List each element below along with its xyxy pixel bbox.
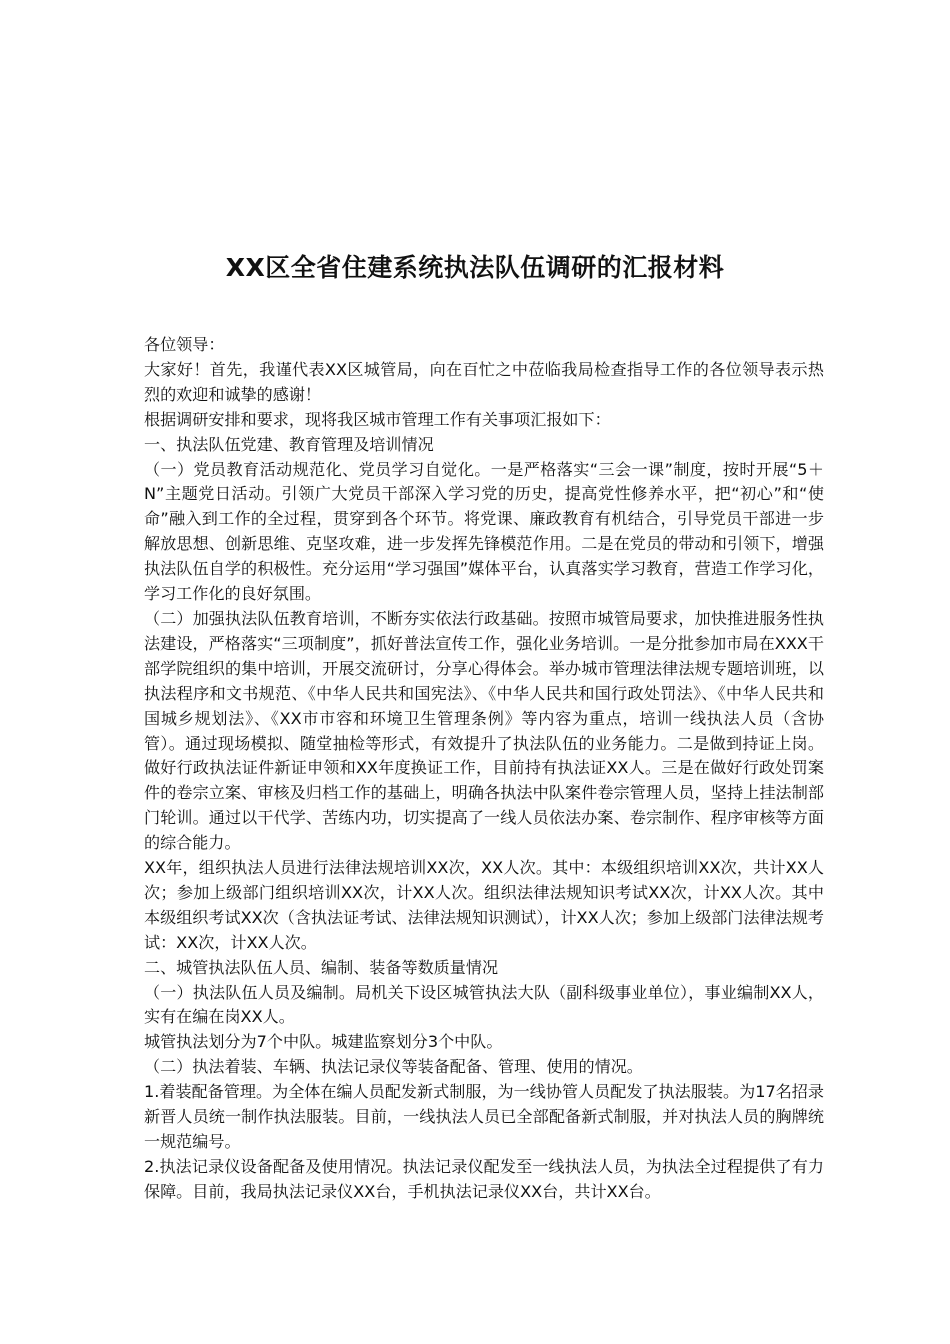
paragraph-greeting: 大家好！首先，我谨代表XX区城管局，向在百忙之中莅临我局检查指导工作的各位领导表示热烈的欢迎和诚挚的感谢！ <box>144 359 824 404</box>
paragraph-salutation: 各位领导： <box>144 335 225 354</box>
paragraph-party-education: （一）党员教育活动规范化、党员学习自觉化。一是严格落实“三会一课”制度，按时开展“5＋N”主题党日活动。引领广大党员干部深入学习党的历史，提高党性修养水平，把“初心”和“使命”融入到工作的全过程，贯穿到各个环节。将党课、廉政教育有机结合，引导党员干部进一步解放思想、创新思维、克坚攻难，进一步发挥先锋模范作用。二是在党员的带动和引领下，增强执法队伍自学的积极性。充分运用“学习强国”媒体平台，认真落实学习教育，营造工作学习化，学习工作化的良好氛围。 <box>144 459 824 604</box>
section-heading-1: 一、执法队伍党建、教育管理及培训情况 <box>144 434 434 454</box>
paragraph-squads: 城管执法划分为7个中队。城建监察划分3个中队。 <box>144 1032 503 1052</box>
paragraph-equipment-heading: （二）执法着装、车辆、执法记录仪等装备配备、管理、使用的情况。 <box>144 1057 643 1077</box>
document-body <box>144 333 824 1205</box>
paragraph-recorders: 2.执法记录仪设备配备及使用情况。执法记录仪配发至一线执法人员，为执法全过程提供了有力保障。目前，我局执法记录仪XX台，手机执法记录仪XX台，共计XX台。 <box>144 1156 824 1201</box>
paragraph-training-stats: XX年，组织执法人员进行法律法规培训XX次，XX人次。其中：本级组织培训XX次，共计XX人次；参加上级部门组织培训XX次，计XX人次。组织法律法规知识考试XX次，计XX人次。其中本级组织考试XX次（含执法证考试、法律法规知识测试），计XX人次；参加上级部门法律法规考试：XX次，计XX人次。 <box>144 858 824 952</box>
paragraph-uniforms: 1.着装配备管理。为全体在编人员配发新式制服，为一线协管人员配发了执法服装。为17名招录新晋人员统一制作执法服装。目前，一线执法人员已全部配备新式制服，并对执法人员的胸牌统一规范编号。 <box>144 1082 824 1151</box>
paragraph-staffing: （一）执法队伍人员及编制。局机关下设区城管执法大队（副科级事业单位），事业编制XX人，实有在编在岗XX人。 <box>144 982 824 1027</box>
paragraph-training: （二）加强执法队伍教育培训，不断夯实依法行政基础。按照市城管局要求，加快推进服务性执法建设，严格落实“三项制度”，抓好普法宣传工作，强化业务培训。一是分批参加市局在XXX干部学院组织的集中培训，开展交流研讨，分享心得体会。举办城市管理法律法规专题培训班，以执法程序和文书规范、《中华人民共和国宪法》、《中华人民共和国行政处罚法》、《中华人民共和国城乡规划法》、《XX市市容和环境卫生管理条例》等内容为重点，培训一线执法人员（含协管）。通过现场模拟、随堂抽检等形式，有效提升了执法队伍的业务能力。二是做到持证上岗。做好行政执法证件新证申领和XX年度换证工作，目前持有执法证XX人。三是在做好行政处罚案件的卷宗立案、审核及归档工作的基础上，明确各执法中队案件卷宗管理人员，坚持上挂法制部门轮训。通过以干代学、苦练内功，切实提高了一线人员依法办案、卷宗制作、程序审核等方面的综合能力。 <box>144 608 824 853</box>
section-heading-2: 二、城管执法队伍人员、编制、装备等数质量情况 <box>144 957 499 977</box>
paragraph-intro: 根据调研安排和要求，现将我区城市管理工作有关事项汇报如下： <box>144 409 611 429</box>
document-title: XX区全省住建系统执法队伍调研的汇报材料 <box>225 253 725 282</box>
